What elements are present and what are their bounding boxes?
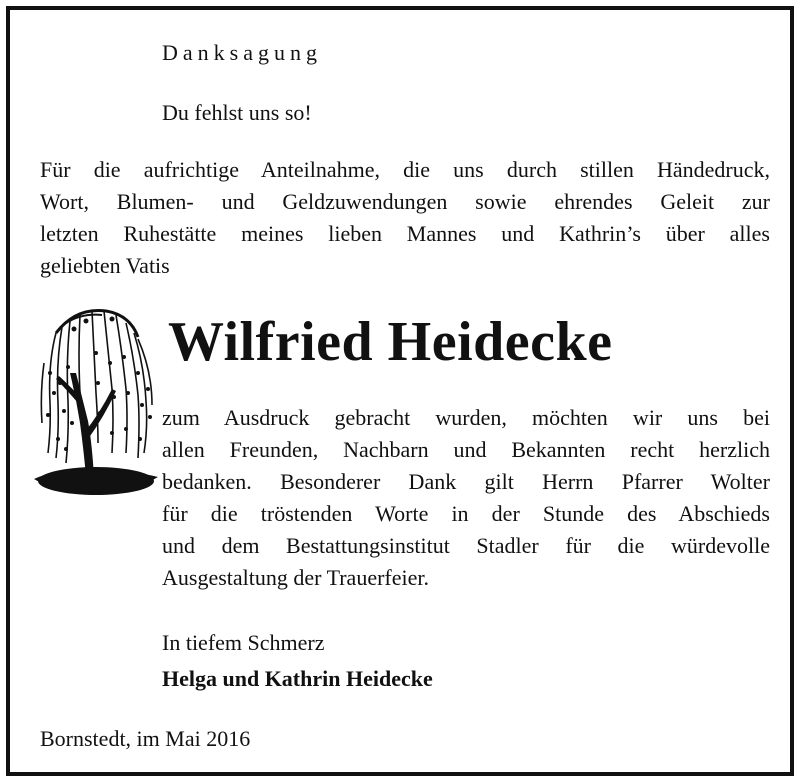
subheading: Du fehlst uns so! <box>162 100 312 125</box>
weeping-willow-icon <box>26 293 162 508</box>
body-line: zum Ausdruck gebracht wurden, möchten wir uns bei <box>162 405 770 430</box>
signature: Helga und Kathrin Heidecke <box>162 666 433 691</box>
body-line: für die tröstenden Worte in der Stunde des Abschieds <box>162 501 770 526</box>
body-line: Ausgestaltung der Trauerfeier. <box>162 565 429 590</box>
intro-line: Für die aufrichtige Anteilnahme, die uns durch stillen Händedruck, <box>40 157 770 182</box>
closing-phrase: In tiefem Schmerz <box>162 630 325 655</box>
body-line: bedanken. Besonderer Dank gilt Herrn Pfarrer Wolter <box>162 469 770 494</box>
heading: Danksagung <box>162 40 322 65</box>
body-paragraph <box>162 402 770 594</box>
intro-line: Wort, Blumen- und Geldzuwendungen sowie ehrendes Geleit zur <box>40 189 770 214</box>
intro-paragraph <box>40 154 770 282</box>
body-line: allen Freunden, Nachbarn und Bekannten recht herzlich <box>162 437 770 462</box>
body-line: und dem Bestattungsinstitut Stadler für die würdevolle <box>162 533 770 558</box>
intro-line: geliebten Vatis <box>40 253 170 278</box>
obituary-notice <box>6 6 794 776</box>
place-date: Bornstedt, im Mai 2016 <box>40 726 251 751</box>
deceased-name: Wilfried Heidecke <box>168 311 613 373</box>
intro-line: letzten Ruhestätte meines lieben Mannes und Kathrin’s über alles <box>40 221 770 246</box>
